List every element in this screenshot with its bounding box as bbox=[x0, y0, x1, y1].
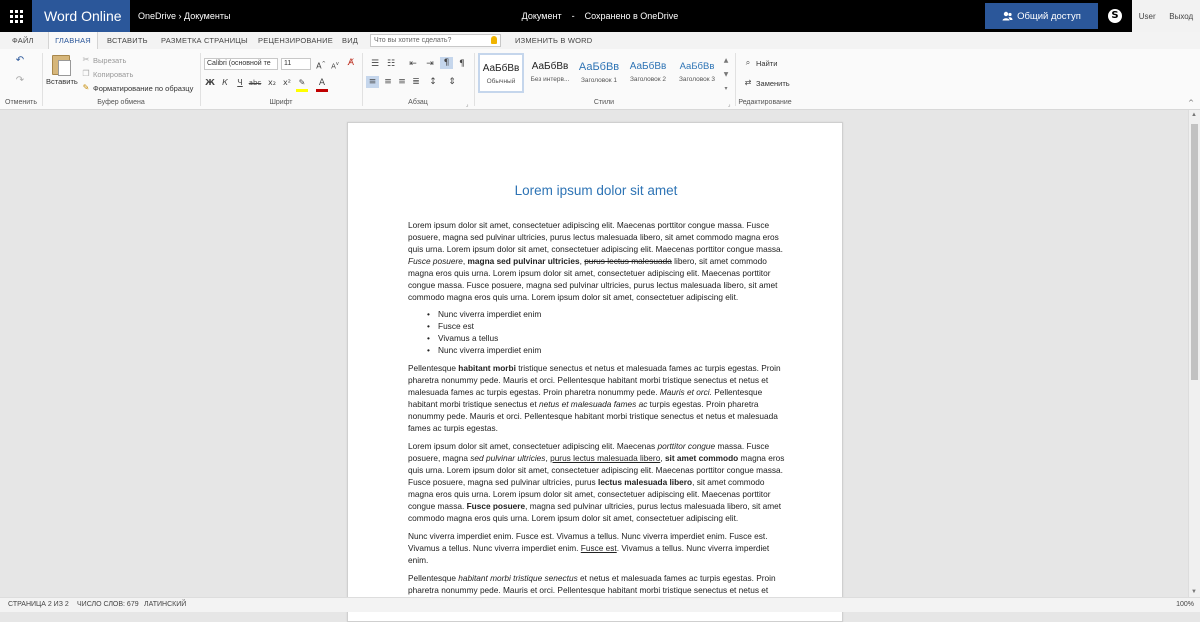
text-run-bold: lectus malesuada libero bbox=[598, 477, 693, 487]
tell-me-placeholder: Что вы хотите сделать? bbox=[374, 37, 452, 44]
text-run-bold: sit amet commodo bbox=[664, 453, 739, 463]
tab-insert[interactable]: ВСТАВИТЬ bbox=[107, 36, 148, 45]
replace-button[interactable]: Заменить bbox=[756, 79, 790, 88]
text-run: tristique senectus et netus et malesuada fames ac turpis egestas. Proin pharetra nonummy pede. Mauris et orci. Pellentesque habitant morbi tristique senectus et netus et malesuada fames ac turpis egestas. Proin pharetra nonummy pede. bbox=[408, 363, 781, 397]
app-brand[interactable]: Word Online bbox=[32, 0, 130, 32]
text-run-italic: netus et malesuada fames ac bbox=[538, 399, 648, 409]
style-name: Без интерв... bbox=[530, 76, 570, 83]
style-sample: АаБбВв bbox=[679, 61, 715, 72]
text-run: magna eros quis urna. Lorem ipsum dolor sit amet, consectetuer adipiscing elit. Maecenas porttitor congue massa. Fusce posuere, magna sed pulvinar ultricies, purus bbox=[408, 453, 785, 487]
text-run-bold: habitant morbi bbox=[458, 363, 516, 373]
scrollbar-thumb[interactable] bbox=[1191, 124, 1198, 380]
style-sample: АаБбВв bbox=[578, 61, 620, 73]
paragraph-group-label: Абзац bbox=[408, 99, 428, 106]
page-count: СТРАНИЦА 2 ИЗ 2 bbox=[8, 601, 69, 608]
app-launcher-icon[interactable] bbox=[0, 0, 32, 32]
collapse-ribbon-icon[interactable]: ^ bbox=[1188, 99, 1194, 107]
style-heading-2[interactable] bbox=[625, 53, 671, 93]
breadcrumb-onedrive[interactable]: OneDrive bbox=[138, 11, 177, 21]
text-run: Nunc viverra imperdiet enim. Fusce est. Vivamus a tellus. Nunc viverra imperdiet enim. Fusce est. Vivamus a tellus. Nunc viverra imperdiet enim. bbox=[408, 531, 768, 553]
italic-button[interactable]: К bbox=[222, 78, 228, 87]
style-heading-1[interactable] bbox=[576, 53, 622, 93]
cut-button[interactable]: Вырезать bbox=[93, 56, 127, 65]
redo-icon[interactable]: ↷ bbox=[15, 75, 25, 86]
text-run-bold: Fusce posuere bbox=[466, 501, 526, 511]
style-sample: АаБбВв bbox=[482, 63, 520, 74]
align-center-icon[interactable]: ≡ bbox=[384, 77, 392, 87]
breadcrumb bbox=[138, 0, 230, 32]
copy-button[interactable]: Копировать bbox=[93, 70, 134, 79]
text-run-italic: sed pulvinar ultricies bbox=[470, 453, 546, 463]
paragraph-1[interactable] bbox=[408, 219, 786, 303]
align-right-icon[interactable]: ≡ bbox=[398, 77, 406, 87]
highlight-icon[interactable]: ✎ bbox=[296, 77, 308, 92]
ribbon-tabs bbox=[0, 32, 1200, 49]
tell-me-input[interactable] bbox=[370, 34, 501, 47]
text-run: Lorem ipsum dolor sit amet, consectetuer adipiscing elit. Maecenas porttitor congue massa. Fusce posuere, magna sed pulvinar ultricies, purus lectus malesuada libero, sit amet commodo magna eros quis urna. Lorem ipsum dolor sit amet, consectetuer adipiscing elit. Maecenas porttitor congue massa. bbox=[408, 220, 783, 254]
numbering-icon[interactable]: ☷ bbox=[386, 59, 396, 69]
tab-page-layout[interactable]: РАЗМЕТКА СТРАНИЦЫ bbox=[161, 36, 248, 45]
text-run: , magna sed pulvinar ultricies, purus lectus malesuada libero, sit amet commodo magna eros quis urna. Lorem ipsum dolor sit amet, consectetuer adipiscing elit. bbox=[408, 501, 782, 523]
rtl-icon[interactable]: ¶ bbox=[459, 59, 465, 69]
save-status: Сохранено в OneDrive bbox=[584, 11, 679, 21]
text-run-italic: Mauris et orci. bbox=[659, 387, 712, 397]
align-left-icon[interactable]: ≡ bbox=[366, 76, 379, 88]
people-icon bbox=[1002, 11, 1013, 21]
paragraph-4[interactable] bbox=[408, 530, 786, 566]
strikethrough-button[interactable]: abc bbox=[248, 79, 262, 87]
styles-group-label: Стили bbox=[593, 99, 615, 106]
text-run-italic: porttitor congue bbox=[657, 441, 716, 451]
text-run: , bbox=[545, 453, 551, 463]
user-area bbox=[1132, 0, 1200, 32]
style-name: Заголовок 3 bbox=[679, 76, 715, 83]
undo-icon[interactable]: ↶ bbox=[15, 55, 25, 66]
text-run-underline: Fusce est bbox=[580, 543, 617, 553]
style-sample: АаБбВв bbox=[629, 61, 667, 72]
style-heading-3[interactable] bbox=[674, 53, 720, 93]
breadcrumb-separator: › bbox=[178, 11, 182, 21]
editing-group-label: Редактирование bbox=[738, 99, 792, 106]
replace-icon: ⇄ bbox=[744, 78, 752, 87]
lightbulb-icon bbox=[491, 36, 497, 44]
paragraph-spacing-icon[interactable]: ⇕ bbox=[448, 77, 456, 87]
document-name[interactable]: Документ bbox=[521, 11, 562, 21]
text-run: , bbox=[462, 256, 468, 266]
paragraph-2[interactable] bbox=[408, 362, 786, 434]
text-run: turpis egestas. Proin pharetra nonummy pede. Mauris et orci. Pellentesque habitant morbi tristique senectus et netus et malesuada fames ac turpis egestas. bbox=[408, 399, 778, 433]
clear-formatting-icon[interactable]: A̸ bbox=[347, 58, 355, 68]
breadcrumb-documents[interactable]: Документы bbox=[184, 11, 231, 21]
find-button[interactable]: Найти bbox=[756, 59, 778, 68]
list-item: • Fusce est bbox=[408, 320, 786, 332]
style-name: Заголовок 1 bbox=[581, 77, 617, 84]
tab-view[interactable]: ВИД bbox=[342, 36, 359, 45]
text-run: . Vivamus a tellus. Nunc viverra imperdiet enim. bbox=[408, 543, 770, 565]
style-no-spacing[interactable] bbox=[527, 53, 573, 93]
format-painter-icon: ✎ bbox=[82, 83, 90, 92]
signout-link[interactable]: Выход bbox=[1169, 11, 1194, 21]
shrink-font-icon[interactable]: $A^v$ bbox=[331, 61, 339, 71]
font-size-select[interactable]: 11 bbox=[281, 58, 311, 70]
list-item: • Vivamus a tellus bbox=[408, 332, 786, 344]
share-button[interactable] bbox=[985, 3, 1098, 29]
status-separator: - bbox=[571, 11, 575, 21]
text-run: massa. Fusce posuere, magna bbox=[408, 441, 770, 463]
bold-button[interactable]: Ж bbox=[205, 78, 215, 87]
font-group-label: Шрифт bbox=[269, 99, 293, 106]
share-label: Общий доступ bbox=[1017, 10, 1081, 22]
style-name: Заголовок 2 bbox=[630, 76, 666, 83]
skype-icon: S bbox=[1108, 9, 1122, 23]
text-run: , bbox=[660, 453, 665, 463]
styles-scroll-up-icon[interactable]: ▲ bbox=[723, 57, 729, 64]
tab-file[interactable]: ФАЙЛ bbox=[12, 36, 34, 45]
font-name-select[interactable]: Calibri (основной те bbox=[204, 58, 278, 70]
status-bar bbox=[0, 597, 1200, 612]
font-color-icon[interactable]: A bbox=[316, 77, 328, 92]
list-item: • Nunc viverra imperdiet enim bbox=[408, 344, 786, 356]
tab-home[interactable]: ГЛАВНАЯ bbox=[48, 32, 98, 49]
undo-group-label: Отменить bbox=[5, 99, 37, 106]
styles-scroll-down-icon[interactable]: ▼ bbox=[723, 71, 729, 78]
underline-button[interactable]: Ч bbox=[237, 78, 243, 87]
find-icon: ⌕ bbox=[745, 58, 751, 67]
scroll-up-arrow-icon[interactable]: ▲ bbox=[1191, 112, 1197, 118]
grow-font-icon[interactable]: A^ bbox=[316, 61, 326, 71]
text-run: et netus et malesuada fames ac turpis egestas. Proin pharetra nonummy pede. Mauris et orci. Pellentesque habitant morbi tristique senectus et netus et bbox=[408, 573, 776, 595]
zoom-level[interactable]: 100% bbox=[1176, 601, 1194, 608]
text-run: Lorem ipsum dolor sit amet, consectetuer adipiscing elit. Maecenas bbox=[408, 441, 658, 451]
skype-button[interactable] bbox=[1104, 5, 1126, 27]
text-run: Pellentesque habitant morbi tristique senectus et bbox=[408, 387, 763, 409]
dialog-launcher-icon[interactable]: ⌟ bbox=[465, 101, 469, 108]
document-workspace[interactable] bbox=[0, 110, 1188, 597]
document-title[interactable]: Lorem ipsum dolor sit amet bbox=[514, 183, 678, 198]
text-run-italic: habitant morbi tristique senectus bbox=[458, 573, 578, 583]
style-normal[interactable] bbox=[478, 53, 524, 93]
text-run-italic: Fusce posuere bbox=[408, 256, 463, 266]
justify-icon[interactable]: ≣ bbox=[412, 77, 420, 87]
text-run-strikethrough: purus lectus malesuada bbox=[584, 256, 672, 266]
copy-icon: ❐ bbox=[82, 69, 90, 78]
scroll-down-arrow-icon[interactable]: ▼ bbox=[1191, 589, 1197, 595]
format-painter-button[interactable]: Форматирование по образцу bbox=[93, 84, 194, 93]
tab-review[interactable]: РЕЦЕНЗИРОВАНИЕ bbox=[258, 36, 333, 45]
styles-dialog-launcher-icon[interactable]: ⌟ bbox=[727, 101, 731, 108]
bullets-icon[interactable]: ☰ bbox=[370, 59, 380, 69]
styles-more-icon[interactable]: ▾ bbox=[724, 85, 728, 92]
paste-button[interactable]: Вставить bbox=[46, 77, 78, 86]
document-status bbox=[480, 0, 720, 32]
bullet-list[interactable] bbox=[408, 308, 786, 356]
top-bar bbox=[0, 0, 1200, 32]
text-run-bold: magna sed pulvinar ultricies bbox=[467, 256, 580, 266]
style-name: Обычный bbox=[486, 78, 516, 85]
subscript-button[interactable]: x₂ bbox=[268, 78, 276, 87]
paragraph-3[interactable] bbox=[408, 440, 786, 524]
text-run: , bbox=[579, 256, 585, 266]
paste-icon[interactable] bbox=[52, 55, 70, 75]
list-item: • Nunc viverra imperdiet enim bbox=[408, 308, 786, 320]
document-page[interactable] bbox=[347, 122, 843, 622]
line-spacing-icon[interactable]: ↕ bbox=[429, 77, 437, 87]
text-run: libero, sit amet commodo magna eros quis urna. Lorem ipsum dolor sit amet, consectetuer adipiscing elit. Maecenas porttitor congue massa. Fusce posuere, magna sed pulvinar ultricies, purus lectus malesuada libero, sit amet commodo magna eros quis urna. Lorem ipsum dolor sit amet, consectetuer adipiscing elit. bbox=[408, 256, 778, 302]
vertical-scrollbar[interactable] bbox=[1188, 110, 1200, 597]
decrease-indent-icon[interactable]: ⇤ bbox=[409, 59, 417, 69]
ribbon bbox=[0, 49, 1200, 110]
increase-indent-icon[interactable]: ⇥ bbox=[426, 59, 434, 69]
text-run: Pellentesque bbox=[408, 363, 459, 373]
ltr-icon[interactable]: ¶ bbox=[440, 57, 453, 69]
style-sample: АаБбВв bbox=[531, 61, 569, 72]
text-run: Pellentesque bbox=[408, 573, 459, 583]
tab-edit-in-word[interactable]: ИЗМЕНИТЬ В WORD bbox=[515, 36, 593, 45]
language-indicator[interactable]: ЛАТИНСКИЙ bbox=[144, 601, 187, 608]
clipboard-group-label: Буфер обмена bbox=[97, 99, 145, 106]
user-name[interactable]: User bbox=[1138, 11, 1156, 21]
word-count: ЧИСЛО СЛОВ: 679 bbox=[77, 601, 139, 608]
scissors-icon: ✂ bbox=[82, 55, 90, 64]
text-run: , sit amet commodo magna eros quis urna. Lorem ipsum dolor sit amet, consectetuer adipiscing elit. Maecenas porttitor congue massa. bbox=[408, 477, 771, 511]
superscript-button[interactable]: x² bbox=[283, 78, 291, 87]
text-run-underline: purus lectus malesuada libero bbox=[550, 453, 661, 463]
